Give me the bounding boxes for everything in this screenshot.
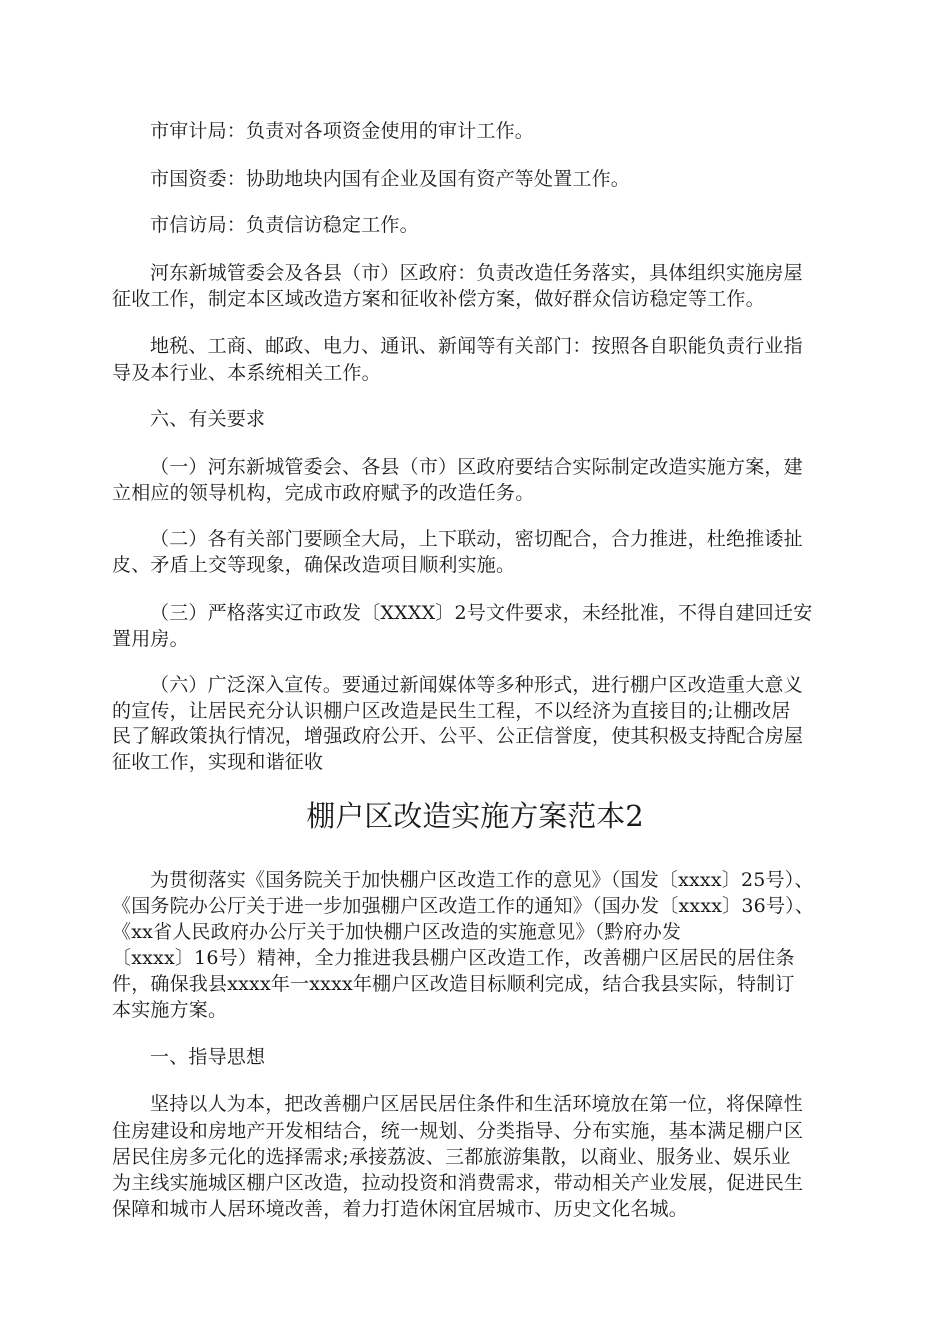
paragraph-departments-line-2: 导及本行业、本系统相关工作。 [112,362,381,384]
intro-line-6: 本实施方案。 [112,999,228,1021]
heading-requirements: 六、有关要求 [150,408,266,430]
guiding-line-1: 坚持以人为本，把改善棚户区居民居住条件和生活环境放在第一位，将保障性 [150,1093,803,1115]
requirement-6-line-1: （六）广泛深入宣传。要通过新闻媒体等多种形式，进行棚户区改造重大意义 [150,674,803,696]
paragraph-hedong-line-2: 征收工作，制定本区域改造方案和征收补偿方案，做好群众信访稳定等工作。 [112,288,765,310]
intro-line-5: 件，确保我县xxxx年一xxxx年棚户区改造目标顺利完成，结合我县实际，特制订 [112,973,795,995]
guiding-line-3: 居民住房多元化的选择需求;承接荔波、三都旅游集散，以商业、服务业、娱乐业 [112,1146,791,1168]
heading-guiding-ideology: 一、指导思想 [150,1046,266,1068]
paragraph-departments-line-1: 地税、工商、邮政、电力、通讯、新闻等有关部门：按照各自职能负责行业指 [150,335,803,357]
requirement-6-line-2: 的宣传，让居民充分认识棚户区改造是民生工程，不以经济为直接目的;让棚改居 [112,700,791,722]
guiding-line-5: 保障和城市人居环境改善，着力打造休闲宜居城市、历史文化名城。 [112,1198,689,1220]
paragraph-audit-bureau: 市审计局：负责对各项资金使用的审计工作。 [150,120,535,142]
intro-line-4: 〔xxxx〕16号）精神，全力推进我县棚户区改造工作，改善棚户区居民的居住条 [112,947,795,969]
requirement-1-line-1: （一）河东新城管委会、各县（市）区政府要结合实际制定改造实施方案，建 [150,456,803,478]
requirement-1-line-2: 立相应的领导机构，完成市政府赋予的改造任务。 [112,482,535,504]
requirement-2-line-1: （二）各有关部门要顾全大局，上下联动，密切配合，合力推进，杜绝推诿扯 [150,528,803,550]
requirement-2-line-2: 皮、矛盾上交等现象，确保改造项目顺利实施。 [112,554,516,576]
intro-line-3: 《xx省人民政府办公厅关于加快棚户区改造的实施意见》（黔府办发 [112,921,682,943]
section-title: 棚户区改造实施方案范本2 [306,799,644,833]
intro-line-1: 为贯彻落实《国务院关于加快棚户区改造工作的意见》（国发〔xxxx〕25号）、 [150,869,814,891]
paragraph-petition-bureau: 市信访局：负责信访稳定工作。 [150,214,419,236]
intro-line-2: 《国务院办公厅关于进一步加强棚户区改造工作的通知》（国办发〔xxxx〕36号）、 [112,895,815,917]
paragraph-hedong-line-1: 河东新城管委会及各县（市）区政府：负责改造任务落实，具体组织实施房屋 [150,262,803,284]
requirement-6-line-4: 征收工作，实现和谐征收 [112,751,324,773]
requirement-3-line-1: （三）严格落实辽市政发〔XXXX〕2号文件要求，未经批准，不得自建回迁安 [150,602,813,624]
guiding-line-4: 为主线实施城区棚户区改造，拉动投资和消费需求，带动相关产业发展，促进民生 [112,1172,804,1194]
requirement-6-line-3: 民了解政策执行情况，增强政府公开、公平、公正信誉度，使其积极支持配合房屋 [112,725,804,747]
requirement-3-line-2: 置用房。 [112,628,189,650]
paragraph-sasac: 市国资委：协助地块内国有企业及国有资产等处置工作。 [150,168,631,190]
guiding-line-2: 住房建设和房地产开发相结合，统一规划、分类指导、分布实施，基本满足棚户区 [112,1120,804,1142]
